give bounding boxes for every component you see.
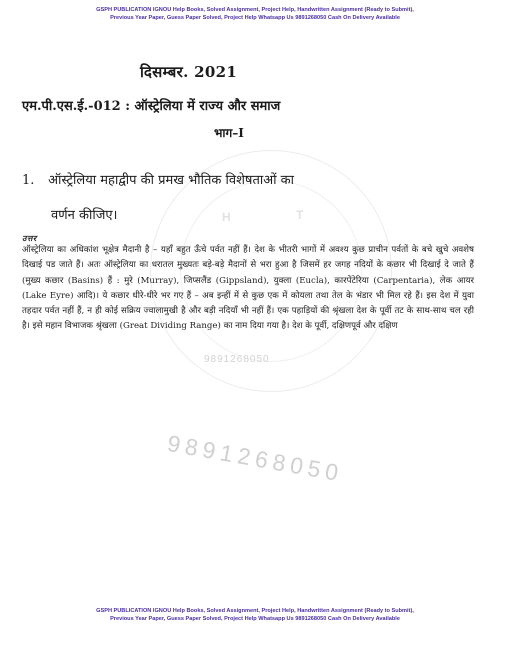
question-text-line-2: वर्णन कीजिए। xyxy=(51,208,118,223)
answer-label: उत्तर xyxy=(22,233,37,243)
question-text-line-1: ऑस्ट्रेलिया महाद्वीप की प्रमख भौतिक विशेषताओं का xyxy=(48,173,294,188)
exam-date: दिसम्बर. 2021 xyxy=(140,63,238,81)
footer-line-2: Previous Year Paper, Guess Paper Solved, Project Help Whatsapp Us 9891268050 Cash On Delivery Available xyxy=(110,616,400,622)
answer-paragraph: ऑस्ट्रेलिया का अधिकांश भूक्षेत्र मैदानी है – यहाँ बहुत ऊँचे पर्वत नहीं हैं। देश के भीतरी भागों में अवश्य कुछ प्राचीन पर्वतों के बचे खुचे अवशेष दिखाई पड जाते हैं। अतः ऑस्ट्रेलिया का धरातल मुख्यतः बड़े-बड़े मैदानों से भरा हुआ है जिसमें हर जगह नदियों के कछार भी दिखाई दे जाते हैं (मुख्य कछार (Basins) हैं : मुरे (Murray), जिप्सलैंड (Gippsland), युक्ला (Eucla), कारपेंटेरिया (Carpentaria), लेक आयर (Lake Eyre) आदि)। ये कछार धीरे-धीरे भर गए हैं – अब इन्हीं में से कुछ एक में कोयला तथा तेल के भंडार भी मिल रहे हैं। इस देश में युवा तहदार पर्वत नहीं हैं, न ही कोई सक्रिय ज्वालामुखी है और बड़ी नदियाँ भी नहीं हैं। एक पहाड़ियों की श्रृंखला देश के पूर्वी तट के साथ-साथ चल रही है। इसे महान विभाजक श्रृंखला (Great Dividing Range) का नाम दिया गया है। देश के पूर्वी, दक्षिणपूर्व और दक्षिण xyxy=(22,245,474,332)
header-banner xyxy=(60,6,450,22)
footer-line-1: GSPH PUBLICATION IGNOU Help Books, Solved Assignment, Project Help, Handwritten Assignment (Ready to Submit), xyxy=(96,608,414,614)
watermark-phone-big: 9891268050 xyxy=(165,430,346,487)
course-title: एम.पी.एस.ई.-012 : ऑस्ट्रेलिया में राज्य और समाज xyxy=(22,99,281,114)
part-label: भाग–I xyxy=(214,126,244,140)
answer-body xyxy=(22,243,474,335)
question-number: 1. xyxy=(22,173,35,188)
watermark-phone-small: 9891268050 xyxy=(204,354,270,365)
watermark-seal-mark: T xyxy=(296,208,304,222)
footer-banner xyxy=(60,607,450,623)
header-line-2: Previous Year Paper, Guess Paper Solved, Project Help Whatsapp Us 9891268050 Cash On Delivery Available xyxy=(110,15,400,21)
question-1 xyxy=(22,170,294,188)
header-line-1: GSPH PUBLICATION IGNOU Help Books, Solved Assignment, Project Help, Handwritten Assignment (Ready to Submit), xyxy=(96,7,414,13)
watermark-seal-mark: H xyxy=(222,210,231,224)
